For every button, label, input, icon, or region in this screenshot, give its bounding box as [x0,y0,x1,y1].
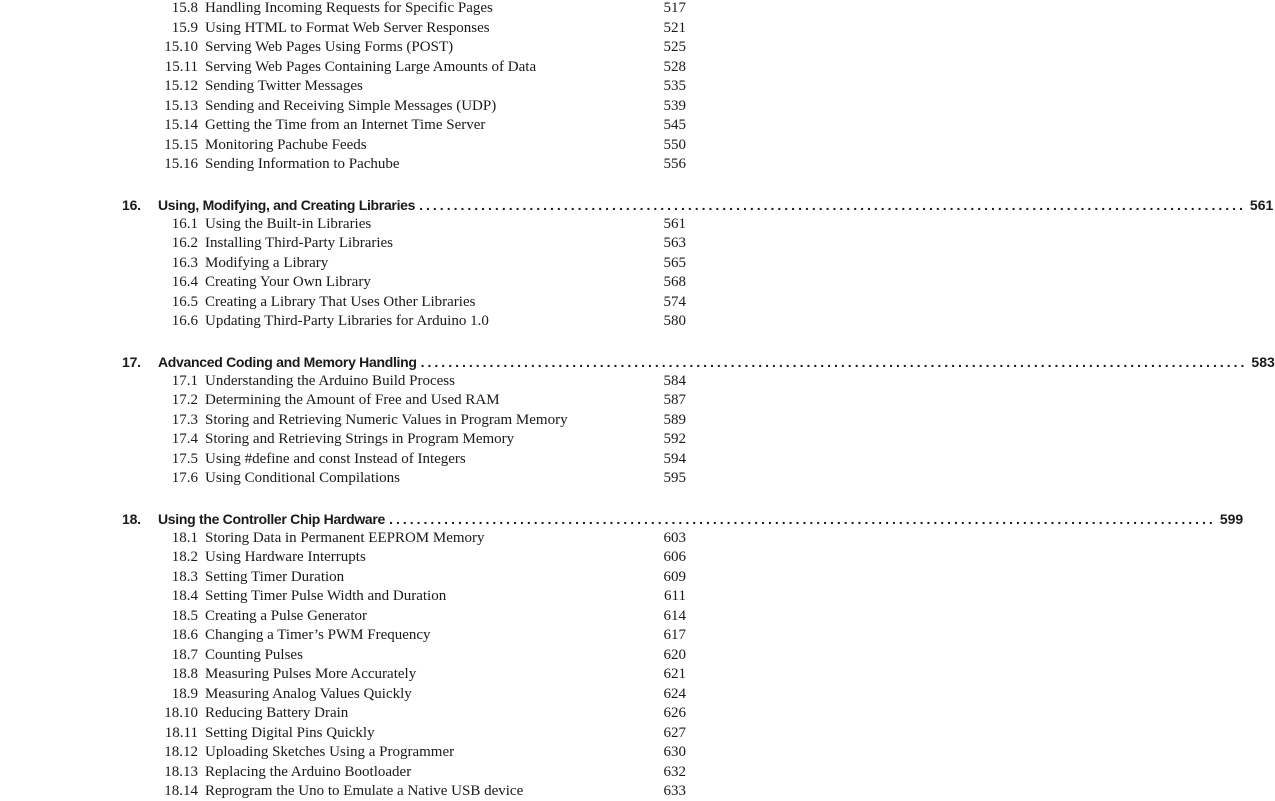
chapter-title: Using, Modifying, and Creating Libraries [158,196,416,213]
section-page-number: 589 [663,411,686,428]
section-title: Sending Twitter Messages [205,78,363,94]
chapter-number: 17. [122,353,141,370]
section-title: Creating a Library That Uses Other Libraries [205,293,476,310]
chapter-heading[interactable] [122,508,1244,530]
section-page-number: 550 [663,136,686,153]
toc-entry[interactable] [160,664,686,684]
section-number: 17.5 [171,450,198,467]
chapter-heading[interactable] [122,351,1275,373]
section-page-number: 627 [663,724,686,741]
section-page-number: 632 [663,763,686,780]
section-number: 17.2 [171,392,198,408]
section-number: 15.8 [171,0,198,16]
toc-entry[interactable] [160,429,686,449]
section-title: Changing a Timer’s PWM Frequency [205,627,431,643]
section-number: 17.6 [171,470,198,486]
section-title: Creating a Pulse Generator [205,607,368,624]
section-title: Installing Third-Party Libraries [205,235,394,251]
toc-entry[interactable] [160,115,686,135]
section-title: Measuring Pulses More Accurately [205,666,417,682]
dot-leader: ........................................................................................................................ [420,353,1248,370]
section-title: Using Conditional Compilations [205,470,401,486]
section-title: Reprogram the Uno to Emulate a Native USB device [205,783,524,799]
section-number: 16.1 [171,215,198,232]
section-number: 18.8 [171,666,198,682]
section-number: 16.4 [171,274,198,290]
toc-entry[interactable] [160,762,686,782]
section-title: Measuring Analog Values Quickly [205,685,412,702]
section-page-number: 517 [663,0,686,16]
section-number: 18.11 [164,724,198,741]
toc-entry[interactable] [160,96,686,116]
section-title: Creating Your Own Library [205,274,371,290]
section-title: Understanding the Arduino Build Process [205,372,455,389]
section-number: 18.12 [164,744,198,760]
section-title: Using #define and const Instead of Integers [205,450,466,467]
toc-entry[interactable] [160,18,686,38]
section-page-number: 584 [663,372,686,389]
section-page-number: 580 [663,313,686,329]
toc-entry[interactable] [160,567,686,587]
section-number: 18.14 [164,783,198,799]
section-title: Determining the Amount of Free and Used RAM [205,392,500,408]
section-number: 18.9 [171,685,198,702]
toc-entry[interactable] [160,233,686,253]
section-page-number: 614 [663,607,686,624]
section-page-number: 595 [663,470,686,486]
section-number: 17.3 [171,411,198,428]
section-number: 15.13 [164,97,198,114]
toc-entry[interactable] [160,311,686,331]
section-number: 15.16 [164,156,198,172]
section-title: Sending and Receiving Simple Messages (UDP) [205,97,497,114]
section-title: Sending Information to Pachube [205,156,400,172]
section-number: 18.7 [171,646,198,663]
section-title: Using Hardware Interrupts [205,549,366,565]
section-title: Serving Web Pages Using Forms (POST) [205,39,454,55]
toc-entry[interactable] [160,742,686,762]
toc-entry[interactable] [160,57,686,77]
section-page-number: 528 [663,58,686,75]
chapter-number: 18. [122,510,141,527]
chapter-title: Using the Controller Chip Hardware [158,510,386,527]
section-page-number: 545 [663,117,686,133]
section-page-number: 561 [663,215,686,232]
toc-entry[interactable] [160,253,686,273]
section-page-number: 624 [663,685,686,702]
section-title: Reducing Battery Drain [205,705,349,721]
chapter-page-number: 561 [1249,196,1274,213]
toc-entry[interactable] [160,76,686,96]
chapter-heading[interactable] [122,194,1274,216]
section-number: 15.14 [164,117,198,133]
section-title: Storing Data in Permanent EEPROM Memory [205,529,485,546]
section-page-number: 587 [663,392,686,408]
section-number: 16.6 [171,313,198,329]
section-page-number: 592 [663,431,686,447]
section-number: 16.3 [171,254,198,271]
section-page-number: 620 [663,646,686,663]
toc-entry[interactable] [160,781,686,801]
section-title: Using HTML to Format Web Server Responses [205,19,490,36]
section-title: Getting the Time from an Internet Time Server [205,117,486,133]
chapter-number: 16. [122,196,141,213]
section-title: Serving Web Pages Containing Large Amounts of Data [205,58,537,75]
section-title: Uploading Sketches Using a Programmer [205,744,455,760]
toc-entry[interactable] [160,723,686,743]
toc-entry[interactable] [160,645,686,665]
section-page-number: 621 [663,666,686,682]
section-page-number: 626 [663,705,686,721]
toc-entry[interactable] [160,292,686,312]
section-page-number: 539 [663,97,686,114]
toc-entry[interactable] [160,272,686,292]
toc-entry[interactable] [160,390,686,410]
section-page-number: 521 [663,19,686,36]
chapter-page-number: 583 [1251,353,1275,370]
section-page-number: 565 [663,254,686,271]
section-page-number: 606 [663,549,686,565]
toc-entry[interactable] [160,135,686,155]
toc-entry[interactable] [160,586,686,606]
toc-entry[interactable] [160,547,686,567]
section-title: Setting Digital Pins Quickly [205,724,375,741]
section-title: Handling Incoming Requests for Specific Pages [205,0,493,16]
section-number: 15.12 [164,78,198,94]
section-title: Using the Built-in Libraries [205,215,372,232]
section-number: 17.4 [171,431,198,447]
toc-entry[interactable] [160,528,686,548]
section-page-number: 574 [663,293,686,310]
section-title: Setting Timer Duration [205,568,345,585]
toc-entry[interactable] [160,37,686,57]
section-page-number: 568 [663,274,686,290]
section-page-number: 556 [663,156,686,172]
section-title: Storing and Retrieving Numeric Values in Program Memory [205,411,568,428]
toc-entry[interactable] [160,0,686,18]
toc-entry[interactable] [160,449,686,469]
section-number: 18.4 [171,588,198,604]
section-number: 15.9 [171,19,198,36]
section-title: Storing and Retrieving Strings in Program Memory [205,431,515,447]
toc-entry[interactable] [160,468,686,488]
toc-entry[interactable] [160,625,686,645]
section-number: 17.1 [171,372,198,389]
section-number: 15.15 [164,136,198,153]
section-title: Replacing the Arduino Bootloader [205,763,412,780]
toc-entry[interactable] [160,410,686,430]
toc-entry[interactable] [160,606,686,626]
section-page-number: 535 [663,78,686,94]
toc-entry[interactable] [160,684,686,704]
toc-entry[interactable] [160,214,686,234]
section-number: 16.5 [171,293,198,310]
section-number: 18.1 [171,529,198,546]
section-title: Counting Pulses [205,646,303,663]
section-page-number: 630 [663,744,686,760]
chapter-title: Advanced Coding and Memory Handling [158,353,417,370]
section-number: 18.13 [164,763,198,780]
dot-leader: ........................................................................................................................ [419,196,1246,213]
section-number: 16.2 [171,235,198,251]
section-title: Setting Timer Pulse Width and Duration [205,588,447,604]
toc-entry[interactable] [160,703,686,723]
section-page-number: 563 [663,235,686,251]
section-title: Modifying a Library [205,254,329,271]
section-page-number: 611 [664,588,686,604]
chapter-page-number: 599 [1219,510,1244,527]
section-number: 15.10 [164,39,198,55]
section-page-number: 603 [663,529,686,546]
section-page-number: 633 [663,783,686,799]
section-page-number: 525 [663,39,686,55]
section-number: 15.11 [164,58,198,75]
toc-entry[interactable] [160,154,686,174]
section-number: 18.3 [171,568,198,585]
section-number: 18.6 [171,627,198,643]
section-number: 18.10 [164,705,198,721]
section-title: Updating Third-Party Libraries for Arduino 1.0 [205,313,489,329]
section-number: 18.2 [171,549,198,565]
section-page-number: 594 [663,450,686,467]
toc-entry[interactable] [160,371,686,391]
section-number: 18.5 [171,607,198,624]
dot-leader: ........................................................................................................................ [389,510,1216,527]
section-page-number: 609 [663,568,686,585]
section-page-number: 617 [663,627,686,643]
section-title: Monitoring Pachube Feeds [205,136,367,153]
